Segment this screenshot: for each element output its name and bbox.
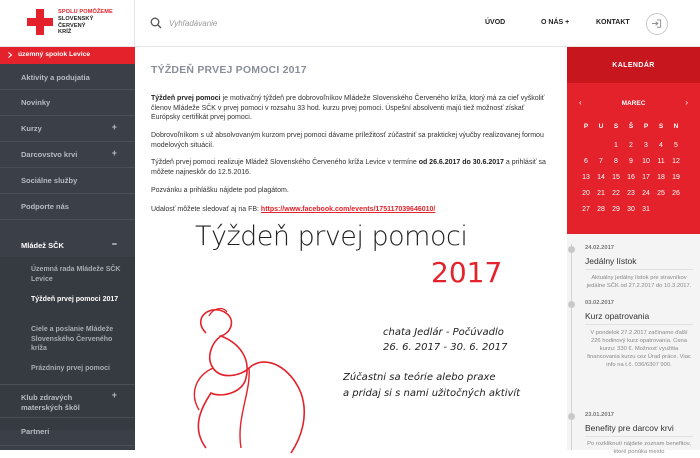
poster-figure-illustration	[151, 298, 321, 458]
calendar-day[interactable]: 2	[629, 142, 633, 149]
collapse-icon[interactable]: −	[111, 239, 117, 249]
news-text: Po rozkliknutí nájdete zoznam benefitov, ktoré ponúka mesto	[587, 441, 691, 455]
event-poster	[151, 218, 551, 451]
calendar-day[interactable]: 13	[582, 174, 590, 181]
submenu-item-uzemna-rada[interactable]: Územná rada Mládeže SČK Levice	[31, 266, 121, 283]
calendar-day[interactable]: 17	[642, 174, 650, 181]
sidebar-item-label: Sociálne služby	[21, 176, 78, 185]
calendar-day[interactable]: 15	[612, 174, 620, 181]
news-date: 24.02.2017	[585, 245, 615, 251]
sidebar-item-label: Partneri	[21, 427, 50, 436]
dates-bold: od 26.6.2017 do 30.6.2017	[418, 159, 504, 166]
nav-about[interactable]: O NÁS +	[541, 19, 570, 26]
calendar-widget	[567, 47, 700, 234]
login-button[interactable]	[646, 13, 668, 35]
calendar-weekday: U	[598, 123, 604, 130]
right-column	[567, 47, 700, 455]
calendar-day[interactable]: 26	[672, 190, 680, 197]
sidebar-item-darcovstvo[interactable]	[0, 142, 135, 168]
sidebar-item-mladez[interactable]	[0, 234, 135, 258]
divider	[585, 324, 693, 325]
dates-text-c: a prihlásiť sa môžete najneskôr do 12.5.2016.	[151, 159, 546, 176]
calendar-day[interactable]: 21	[597, 190, 605, 197]
logo-line-1: SPOLU POMÔŽEME	[58, 9, 113, 15]
calendar-day[interactable]: 18	[657, 174, 665, 181]
sidebar-item-label: Aktivity a podujatia	[21, 73, 90, 82]
poster-year: 2017	[431, 256, 503, 289]
paragraph-practice: Dobrovoľníkom s už absolvovaným kurzom prvej pomoci dávame príležitosť zúčastniť sa praktickej výučby realizovanej formou modelových situácií.	[151, 132, 544, 149]
logo[interactable]	[0, 0, 135, 47]
fb-text: Udalosť môžete sledovať aj na FB:	[151, 206, 261, 213]
news-list	[567, 234, 700, 455]
calendar-weekday: Š	[628, 123, 634, 130]
calendar-day[interactable]: 12	[672, 158, 680, 165]
logo-line-4: KRÍŽ	[58, 29, 72, 36]
calendar-day[interactable]: 29	[612, 206, 620, 213]
logo-line-2: SLOVENSKÝ	[58, 15, 94, 22]
main-content	[135, 47, 567, 450]
timeline-dot	[568, 301, 575, 308]
calendar-day[interactable]: 27	[582, 206, 590, 213]
calendar-day[interactable]: 23	[627, 190, 635, 197]
logo-line-3: ČERVENÝ	[58, 22, 86, 29]
news-title[interactable]: Jedálny lístok	[585, 256, 637, 266]
divider	[585, 436, 693, 437]
calendar-title: KALENDÁR	[612, 62, 655, 69]
news-text: Aktuálny jedálny lístok pre stravníkov jedálne SČK od 27.2.2017 do 10.3.2017.	[586, 275, 692, 289]
calendar-day[interactable]: 16	[627, 174, 635, 181]
timeline-dot	[568, 413, 575, 420]
sidebar-item-label: Kurzy	[21, 124, 42, 133]
calendar-day[interactable]: 10	[642, 158, 650, 165]
header	[0, 0, 700, 47]
calendar-next-icon[interactable]: ›	[685, 98, 688, 107]
calendar-day[interactable]: 6	[584, 158, 588, 165]
nav-home[interactable]: ÚVOD	[485, 19, 506, 26]
sidebar-item-novinky[interactable]	[0, 90, 135, 116]
expand-icon[interactable]: +	[111, 148, 117, 158]
calendar-day[interactable]: 9	[629, 158, 633, 165]
calendar-day[interactable]: 1	[614, 142, 618, 149]
calendar-day[interactable]: 4	[659, 142, 663, 149]
poster-line-2: a pridaj si s nami užitočných aktivít	[343, 388, 521, 399]
submenu-item-ciele[interactable]: Ciele a poslanie Mládeže Slovenského Červeného kríža	[31, 326, 114, 352]
sidebar	[0, 47, 135, 450]
calendar-day[interactable]: 8	[614, 158, 618, 165]
calendar-weekday: S	[658, 123, 664, 130]
poster-place: chata Jedlár - Počúvadlo	[383, 327, 504, 338]
calendar-header	[567, 47, 700, 83]
calendar-day[interactable]: 24	[642, 190, 650, 197]
calendar-day[interactable]: 28	[597, 206, 605, 213]
facebook-event-link[interactable]: https://www.facebook.com/events/1751170396460​10/	[260, 206, 436, 213]
calendar-day[interactable]: 22	[612, 190, 620, 197]
calendar-month: MAREC	[621, 100, 646, 107]
search-icon[interactable]	[150, 17, 162, 29]
sidebar-item-label: Podporte nás	[21, 202, 69, 211]
red-cross-logo-icon	[27, 9, 53, 35]
org-selector[interactable]	[0, 47, 135, 64]
logo-text	[58, 9, 113, 36]
sidebar-item-label: Klub zdravých materských škôl	[21, 393, 80, 412]
calendar-weekday: S	[613, 123, 619, 130]
sidebar-item-kurzy[interactable]	[0, 116, 135, 142]
news-title[interactable]: Kurz opatrovania	[585, 311, 650, 321]
calendar-day[interactable]: 20	[582, 190, 590, 197]
sidebar-item-klub[interactable]	[0, 384, 135, 418]
paragraph-intro	[151, 94, 546, 123]
calendar-day[interactable]: 3	[644, 142, 648, 149]
sidebar-item-partneri[interactable]	[0, 418, 135, 446]
timeline-dot	[568, 246, 575, 253]
sidebar-item-podporte[interactable]	[0, 194, 135, 220]
calendar-day[interactable]: 31	[642, 206, 650, 213]
news-date: 23.01.2017	[585, 412, 615, 418]
sidebar-item-label: Mládež SČK	[21, 241, 64, 250]
divider	[585, 269, 693, 270]
poster-line-1: Zúčastni sa teórie alebo praxe	[343, 372, 496, 383]
news-text: V pondelok 27.2.2017 začíname ďalší 226 hodinový kurz opatrovania. Cena kurzu: 330 €. Možnosť využitia financovania kurzu cez Úrad práce. Viac info na t.č. 036/6307 900.	[587, 330, 691, 368]
login-icon	[647, 14, 667, 34]
news-date: 03.02.2017	[585, 300, 615, 306]
calendar-day[interactable]: 14	[597, 174, 605, 181]
paragraph-dates	[151, 158, 546, 177]
paragraph-invite: Pozvánku a prihlášku nájdete pod plagátom.	[151, 187, 289, 194]
page-title: TÝŽDEŇ PRVEJ POMOCI 2017	[151, 64, 307, 76]
dates-text-a: Týždeň prvej pomoci realizuje Mládež Slovenského Červeného kríža Levice v termíne	[151, 159, 419, 166]
sidebar-item-aktivity[interactable]	[0, 64, 135, 90]
news-title[interactable]: Benefity pre darcov krvi	[585, 423, 674, 433]
calendar-weekday: N	[673, 123, 679, 130]
intro-text: je motivačný týždeň pre dobrovoľníkov Mládeže Slovenského Červeného kríža, ktorý má za cieľ vyškoliť členov Mládeže SČK v prvej pomoci v rozsahu 33 hod. kurzu prvej pomoci. Úspešní absolventi majú tiež možnosť získať Európsky certifikát prvej pomoci.	[151, 95, 545, 122]
poster-title: Týždeň prvej pomoci	[195, 221, 468, 252]
chevron-right-icon	[7, 52, 13, 58]
expand-icon[interactable]: +	[111, 122, 117, 132]
submenu-item-tyzden[interactable]: Týždeň prvej pomoci 2017	[31, 296, 119, 303]
calendar-day[interactable]: 5	[674, 142, 678, 149]
expand-icon[interactable]: +	[111, 390, 117, 400]
calendar-weekday: P	[643, 123, 649, 130]
search-bar	[150, 13, 450, 33]
search-input[interactable]	[169, 15, 429, 31]
calendar-day[interactable]: 19	[672, 174, 680, 181]
intro-bold: Týždeň prvej pomoci	[151, 95, 221, 102]
org-label: územný spolok Levice	[18, 51, 91, 58]
calendar-day[interactable]: 7	[599, 158, 603, 165]
sidebar-item-socialne[interactable]	[0, 168, 135, 194]
sidebar-item-label: Novinky	[21, 98, 51, 107]
calendar-day[interactable]: 25	[657, 190, 665, 197]
paragraph-fb	[151, 205, 546, 215]
nav-contact[interactable]: KONTAKT	[596, 19, 630, 26]
calendar-weekday: P	[583, 123, 589, 130]
sidebar-item-label: Darcovstvo krvi	[21, 150, 78, 159]
calendar-day[interactable]: 30	[627, 206, 635, 213]
poster-dates: 26. 6. 2017 - 30. 6. 2017	[383, 342, 508, 353]
submenu-item-prazdniny[interactable]: Prázdniny prvej pomoci	[31, 365, 110, 372]
calendar-day[interactable]: 11	[657, 158, 665, 165]
calendar-prev-icon[interactable]: ‹	[579, 98, 582, 107]
